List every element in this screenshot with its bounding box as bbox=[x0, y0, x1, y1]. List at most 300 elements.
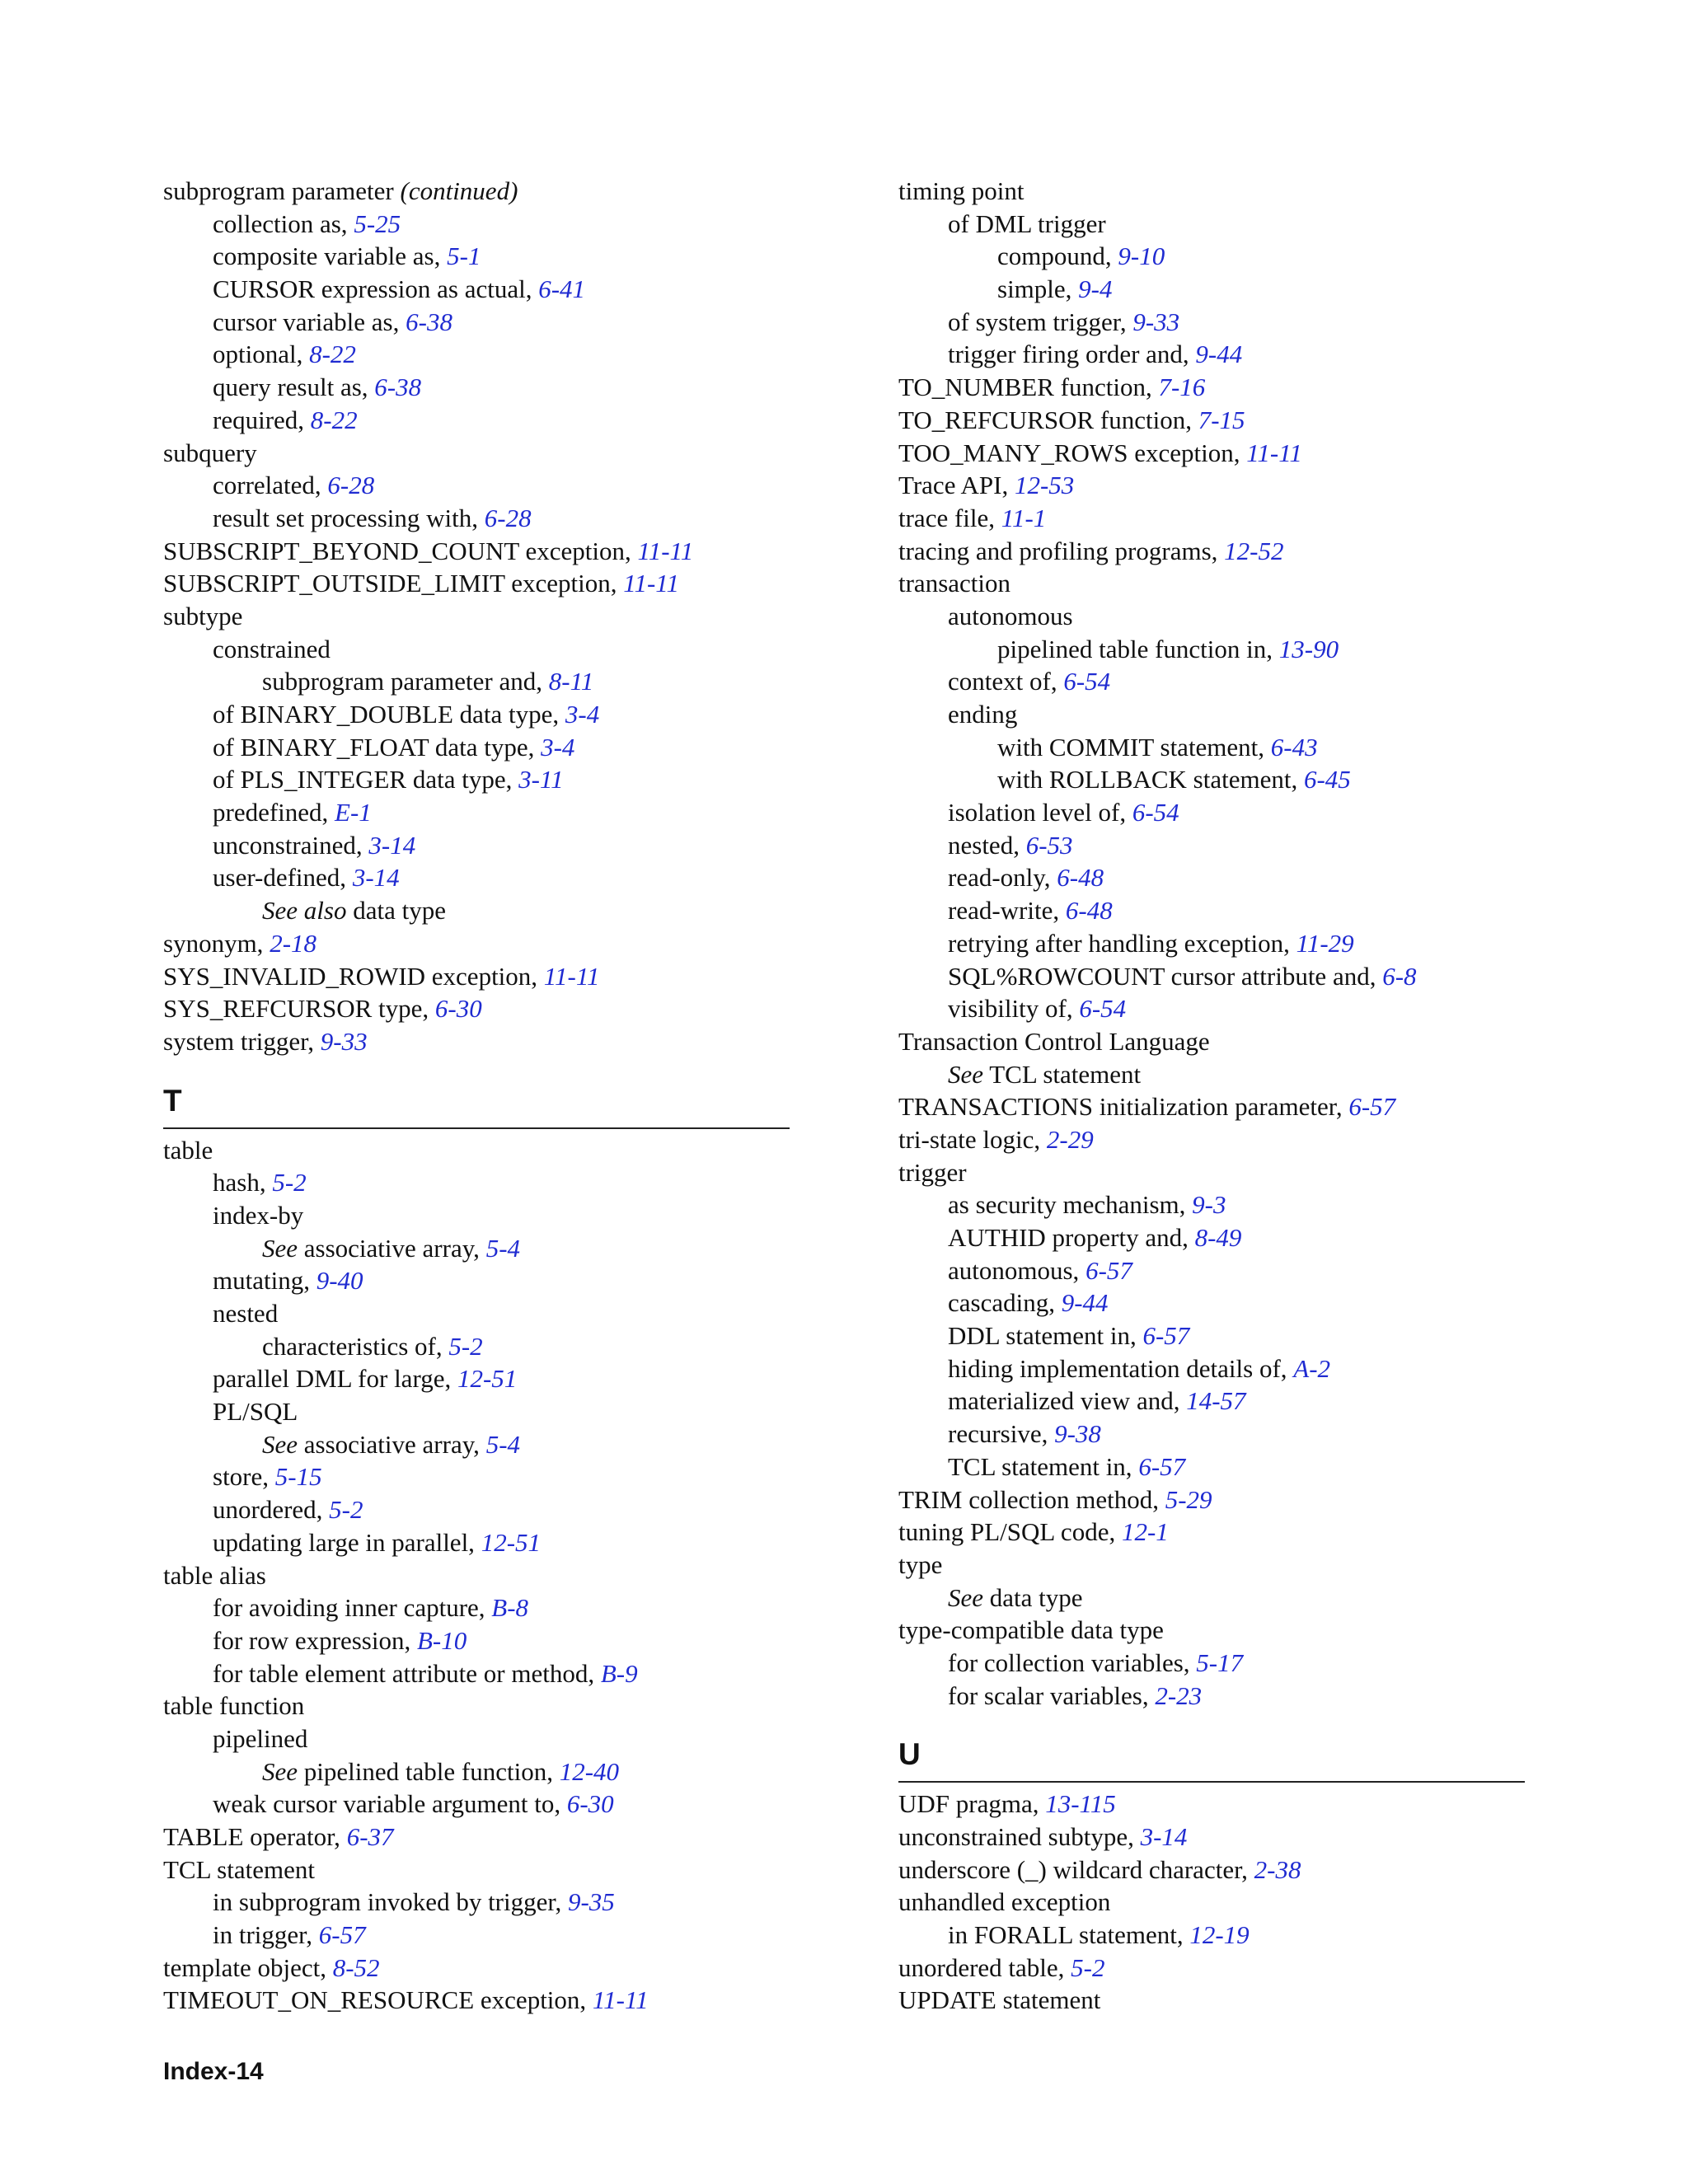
page-reference-link[interactable]: 5-2 bbox=[1071, 1952, 1105, 1982]
index-entry bbox=[163, 1232, 790, 1265]
page-reference-link[interactable]: 6-43 bbox=[1270, 732, 1318, 762]
page-reference-link[interactable]: 12-1 bbox=[1121, 1517, 1169, 1547]
page-reference-link[interactable]: 6-57 bbox=[1348, 1092, 1396, 1122]
index-entry bbox=[163, 600, 790, 633]
index-entry bbox=[163, 633, 790, 666]
index-entry bbox=[163, 1166, 790, 1199]
entry-term: index-by bbox=[213, 1200, 304, 1230]
entry-term: unordered table, bbox=[898, 1952, 1071, 1982]
index-entry bbox=[163, 992, 790, 1025]
page-reference-link[interactable]: 9-44 bbox=[1061, 1288, 1109, 1318]
entry-term: constrained bbox=[213, 634, 331, 663]
entry-term: mutating, bbox=[213, 1266, 316, 1296]
page-reference-link[interactable]: 3-14 bbox=[1140, 1822, 1188, 1851]
page-reference-link[interactable]: 13-90 bbox=[1278, 634, 1339, 663]
page-reference-link[interactable]: 11-29 bbox=[1296, 928, 1354, 958]
entry-term: TCL statement bbox=[163, 1854, 315, 1884]
index-entry bbox=[898, 273, 1525, 306]
page-reference-link[interactable]: 2-38 bbox=[1254, 1854, 1301, 1884]
page-reference-link[interactable]: 6-28 bbox=[327, 471, 375, 500]
entry-term: ending bbox=[948, 700, 1018, 729]
entry-term: pipelined table function in, bbox=[997, 634, 1279, 663]
index-entry bbox=[163, 665, 790, 698]
entry-term: user-defined, bbox=[213, 863, 353, 893]
see-reference-label: See bbox=[262, 1233, 298, 1263]
page-reference-link[interactable]: 8-49 bbox=[1194, 1223, 1242, 1252]
page-reference-link[interactable]: 12-51 bbox=[457, 1364, 518, 1394]
index-entry bbox=[898, 600, 1525, 633]
entry-term: compound, bbox=[997, 241, 1118, 271]
entry-term: DDL statement in, bbox=[948, 1321, 1143, 1351]
entry-term: for scalar variables, bbox=[948, 1680, 1156, 1710]
entry-term: associative array, bbox=[298, 1233, 486, 1263]
index-entry bbox=[163, 927, 790, 960]
index-entry bbox=[163, 1526, 790, 1559]
page-reference-link[interactable]: 6-48 bbox=[1057, 863, 1104, 893]
entry-term: associative array, bbox=[298, 1429, 486, 1459]
index-entry bbox=[898, 992, 1525, 1025]
index-entry bbox=[898, 1451, 1525, 1483]
page-reference-link[interactable]: 6-38 bbox=[374, 373, 422, 402]
index-entry bbox=[163, 535, 790, 568]
entry-term: subprogram parameter bbox=[163, 176, 401, 205]
index-entry bbox=[163, 1854, 790, 1886]
continued-note: (continued) bbox=[400, 176, 518, 205]
index-entry bbox=[898, 1221, 1525, 1254]
index-entry bbox=[163, 240, 790, 273]
see-reference-label: See bbox=[262, 1756, 298, 1786]
entry-term: characteristics of, bbox=[262, 1331, 449, 1361]
page-reference-link[interactable]: 11-11 bbox=[637, 536, 694, 565]
index-entry bbox=[163, 1755, 790, 1788]
entry-term: synonym, bbox=[163, 928, 270, 958]
page-reference-link[interactable]: 12-40 bbox=[559, 1756, 620, 1786]
page-reference-link[interactable]: 6-54 bbox=[1079, 994, 1127, 1024]
entry-term: unconstrained subtype, bbox=[898, 1822, 1141, 1851]
page-reference-link[interactable]: 9-35 bbox=[567, 1887, 615, 1917]
index-entry bbox=[898, 502, 1525, 535]
page-reference-link[interactable]: B-10 bbox=[416, 1625, 467, 1655]
entry-term: parallel DML for large, bbox=[213, 1364, 457, 1394]
entry-term: in trigger, bbox=[213, 1920, 319, 1950]
entry-term: table bbox=[163, 1135, 213, 1165]
index-entry bbox=[163, 1591, 790, 1624]
page-reference-link[interactable]: 5-15 bbox=[274, 1462, 322, 1492]
index-entry bbox=[898, 1483, 1525, 1516]
index-entry bbox=[163, 1264, 790, 1297]
entry-term: for table element attribute or method, bbox=[213, 1658, 601, 1688]
page-reference-link[interactable]: 7-15 bbox=[1198, 405, 1245, 434]
page-reference-link[interactable]: 3-4 bbox=[541, 732, 575, 762]
entry-term: read-only, bbox=[948, 863, 1057, 893]
entry-term: TABLE operator, bbox=[163, 1822, 347, 1851]
entry-term: SYS_INVALID_ROWID exception, bbox=[163, 961, 544, 991]
entry-term: visibility of, bbox=[948, 994, 1080, 1024]
index-entry bbox=[163, 208, 790, 241]
index-entry bbox=[163, 567, 790, 600]
index-entry bbox=[163, 1821, 790, 1854]
page-reference-link[interactable]: 5-2 bbox=[272, 1168, 307, 1197]
entry-term: simple, bbox=[997, 274, 1079, 304]
entry-term: collection as, bbox=[213, 209, 354, 238]
index-entry bbox=[163, 960, 790, 993]
page-reference-link[interactable]: 8-11 bbox=[548, 667, 594, 696]
page-reference-link[interactable]: 6-54 bbox=[1063, 667, 1111, 696]
entry-term: pipelined bbox=[213, 1723, 308, 1753]
entry-term: weak cursor variable argument to, bbox=[213, 1789, 567, 1819]
index-column-left bbox=[163, 175, 790, 2017]
entry-term: data type bbox=[346, 896, 446, 926]
index-entry bbox=[163, 306, 790, 339]
entry-term: table alias bbox=[163, 1560, 266, 1590]
index-entry bbox=[163, 1460, 790, 1493]
index-entry bbox=[163, 731, 790, 764]
index-entry bbox=[163, 273, 790, 306]
index-entry bbox=[898, 1582, 1525, 1615]
index-entry bbox=[163, 829, 790, 862]
index-entry bbox=[163, 894, 790, 927]
entry-term: template object, bbox=[163, 1952, 333, 1982]
index-entry bbox=[898, 894, 1525, 927]
entry-term: context of, bbox=[948, 667, 1064, 696]
index-entry bbox=[898, 1286, 1525, 1319]
index-entry bbox=[898, 371, 1525, 404]
index-entry bbox=[163, 1199, 790, 1232]
entry-term: nested, bbox=[948, 830, 1026, 860]
index-entry bbox=[898, 208, 1525, 241]
index-entry bbox=[898, 1788, 1525, 1821]
page-reference-link[interactable]: 2-23 bbox=[1155, 1680, 1203, 1710]
see-reference-label: See bbox=[948, 1582, 984, 1612]
index-entry bbox=[898, 1680, 1525, 1713]
page-reference-link[interactable]: 11-11 bbox=[1246, 438, 1302, 467]
entry-term: for avoiding inner capture, bbox=[213, 1593, 492, 1623]
page-reference-link[interactable]: 5-17 bbox=[1196, 1647, 1244, 1677]
page-reference-link[interactable]: 9-44 bbox=[1195, 340, 1243, 369]
page-reference-link[interactable]: B-8 bbox=[491, 1593, 529, 1623]
entry-term: hiding implementation details of, bbox=[948, 1353, 1294, 1383]
page-reference-link[interactable]: 6-30 bbox=[566, 1789, 614, 1819]
index-entry bbox=[898, 338, 1525, 371]
page-reference-link[interactable]: 5-4 bbox=[485, 1233, 521, 1263]
index-entry bbox=[898, 731, 1525, 764]
index-entry bbox=[898, 1188, 1525, 1221]
index-entry bbox=[898, 1156, 1525, 1189]
page-reference-link[interactable]: 3-14 bbox=[352, 863, 400, 893]
page-reference-link[interactable]: 12-52 bbox=[1224, 536, 1284, 565]
page-reference-link[interactable]: 6-57 bbox=[1142, 1321, 1190, 1351]
index-entry bbox=[898, 1123, 1525, 1156]
page-reference-link[interactable]: 8-52 bbox=[332, 1952, 380, 1982]
index-entry bbox=[898, 665, 1525, 698]
entry-term: data type bbox=[983, 1582, 1083, 1612]
page-reference-link[interactable]: 5-1 bbox=[447, 241, 481, 271]
page-reference-link[interactable]: 6-57 bbox=[318, 1920, 366, 1950]
page-reference-link[interactable]: 9-4 bbox=[1078, 274, 1113, 304]
index-entry bbox=[898, 1647, 1525, 1680]
page-reference-link[interactable]: 5-29 bbox=[1165, 1484, 1212, 1514]
entry-term: underscore (_) wildcard character, bbox=[898, 1854, 1254, 1884]
entry-term: query result as, bbox=[213, 373, 375, 402]
index-entry bbox=[163, 1025, 790, 1058]
entry-term: materialized view and, bbox=[948, 1386, 1187, 1416]
page-reference-link[interactable]: 6-57 bbox=[1085, 1255, 1132, 1285]
page-reference-link[interactable]: B-9 bbox=[600, 1658, 638, 1688]
entry-term: correlated, bbox=[213, 471, 328, 500]
page-reference-link[interactable]: 13-115 bbox=[1045, 1789, 1116, 1819]
page-reference-link[interactable]: 9-3 bbox=[1192, 1190, 1226, 1220]
page-reference-link[interactable]: 12-51 bbox=[481, 1527, 542, 1557]
index-entry bbox=[163, 1362, 790, 1395]
page-reference-link[interactable]: 3-4 bbox=[565, 700, 600, 729]
index-entry bbox=[898, 960, 1525, 993]
index-entry bbox=[163, 1624, 790, 1657]
index-entry bbox=[898, 1886, 1525, 1919]
page-reference-link[interactable]: 6-45 bbox=[1303, 765, 1351, 794]
index-entry bbox=[163, 1428, 790, 1461]
see-reference-label: See bbox=[262, 1429, 298, 1459]
entry-term: AUTHID property and, bbox=[948, 1223, 1195, 1252]
index-entry bbox=[163, 469, 790, 502]
entry-term: tuning PL/SQL code, bbox=[898, 1517, 1122, 1547]
page-reference-link[interactable]: 5-2 bbox=[329, 1495, 363, 1525]
page-label: Index-14 bbox=[163, 2058, 264, 2085]
entry-term: tri-state logic, bbox=[898, 1124, 1047, 1154]
entry-term: TOO_MANY_ROWS exception, bbox=[898, 438, 1247, 467]
page-reference-link[interactable]: 7-16 bbox=[1158, 373, 1206, 402]
index-entry bbox=[898, 1984, 1525, 2017]
index-entry bbox=[898, 1614, 1525, 1647]
entry-term: in subprogram invoked by trigger, bbox=[213, 1887, 568, 1917]
page-reference-link[interactable]: 3-14 bbox=[368, 830, 416, 860]
entry-term: predefined, bbox=[213, 798, 335, 827]
index-entry bbox=[898, 829, 1525, 862]
index-entry bbox=[163, 1690, 790, 1722]
entry-term: cursor variable as, bbox=[213, 307, 406, 336]
entry-term: SUBSCRIPT_OUTSIDE_LIMIT exception, bbox=[163, 569, 624, 598]
entry-term: retrying after handling exception, bbox=[948, 928, 1296, 958]
entry-term: TIMEOUT_ON_RESOURCE exception, bbox=[163, 1985, 593, 2015]
page-reference-link[interactable]: 6-28 bbox=[484, 503, 532, 532]
page-reference-link[interactable]: 6-38 bbox=[406, 307, 452, 336]
page-reference-link[interactable]: 11-1 bbox=[1001, 503, 1047, 532]
section-heading-u: U bbox=[898, 1736, 1525, 1783]
index-entry bbox=[163, 1330, 790, 1363]
page-reference-link[interactable]: 5-4 bbox=[485, 1429, 521, 1459]
page-reference-link[interactable]: 8-22 bbox=[309, 340, 356, 369]
index-entry bbox=[898, 927, 1525, 960]
entry-term: unhandled exception bbox=[898, 1887, 1111, 1917]
index-entry bbox=[898, 1352, 1525, 1385]
index-entry bbox=[898, 175, 1525, 208]
page-reference-link[interactable]: 5-25 bbox=[354, 209, 401, 238]
entry-term: tracing and profiling programs, bbox=[898, 536, 1225, 565]
page-reference-link[interactable]: 5-2 bbox=[448, 1331, 483, 1361]
index-entry bbox=[898, 567, 1525, 600]
entry-term: autonomous bbox=[948, 601, 1073, 630]
entry-term: of system trigger, bbox=[948, 307, 1133, 336]
index-entry bbox=[898, 437, 1525, 470]
page-reference-link[interactable]: 6-53 bbox=[1025, 830, 1073, 860]
entry-term: unconstrained, bbox=[213, 830, 369, 860]
page-reference-link[interactable]: 11-11 bbox=[543, 961, 600, 991]
entry-term: composite variable as, bbox=[213, 241, 448, 271]
index-entry bbox=[898, 698, 1525, 731]
index-entry bbox=[163, 371, 790, 404]
index-entry bbox=[898, 469, 1525, 502]
entry-term: as security mechanism, bbox=[948, 1190, 1193, 1220]
entry-term: TCL statement bbox=[983, 1059, 1142, 1089]
entry-term: trigger bbox=[898, 1157, 967, 1187]
entry-term: SYS_REFCURSOR type, bbox=[163, 994, 435, 1024]
page-reference-link[interactable]: 11-11 bbox=[592, 1985, 649, 2015]
index-entry bbox=[898, 1319, 1525, 1352]
index-entry bbox=[163, 1788, 790, 1821]
index-entry bbox=[898, 404, 1525, 437]
index-entry bbox=[163, 763, 790, 796]
page-reference-link[interactable]: 6-30 bbox=[434, 994, 482, 1024]
entry-term: UPDATE statement bbox=[898, 1985, 1101, 2015]
page-reference-link[interactable]: 9-33 bbox=[320, 1026, 368, 1056]
entry-term: timing point bbox=[898, 176, 1025, 205]
index-entry bbox=[898, 1919, 1525, 1952]
index-entry bbox=[163, 338, 790, 371]
page-reference-link[interactable]: A-2 bbox=[1293, 1353, 1331, 1383]
page-reference-link[interactable]: 6-41 bbox=[538, 274, 586, 304]
entry-term: with ROLLBACK statement, bbox=[997, 765, 1304, 794]
page-reference-link[interactable]: 12-19 bbox=[1189, 1920, 1250, 1950]
index-entry bbox=[898, 633, 1525, 666]
page-reference-link[interactable]: 9-10 bbox=[1118, 241, 1165, 271]
entry-term: transaction bbox=[898, 569, 1011, 598]
page-reference-link[interactable]: 6-8 bbox=[1382, 961, 1417, 991]
index-entry bbox=[163, 698, 790, 731]
index-entry bbox=[163, 1722, 790, 1755]
index-entry bbox=[898, 1254, 1525, 1287]
page-reference-link[interactable]: 14-57 bbox=[1186, 1386, 1246, 1416]
entry-term: subprogram parameter and, bbox=[262, 667, 549, 696]
index-entry bbox=[163, 1886, 790, 1919]
page-reference-link[interactable]: 12-53 bbox=[1014, 471, 1075, 500]
page-reference-link[interactable]: 9-40 bbox=[316, 1266, 363, 1296]
section-heading-t: T bbox=[163, 1083, 790, 1129]
entry-term: read-write, bbox=[948, 896, 1066, 926]
index-entry bbox=[898, 535, 1525, 568]
entry-term: autonomous, bbox=[948, 1255, 1086, 1285]
page-reference-link[interactable]: 3-11 bbox=[518, 765, 564, 794]
index-entry bbox=[898, 1025, 1525, 1058]
see-reference-label: See bbox=[948, 1059, 984, 1089]
index-entry bbox=[898, 240, 1525, 273]
index-entry bbox=[898, 1854, 1525, 1886]
entry-term: UDF pragma, bbox=[898, 1789, 1046, 1819]
entry-term: nested bbox=[213, 1299, 279, 1328]
index-entry bbox=[163, 1297, 790, 1330]
entry-term: PL/SQL bbox=[213, 1397, 298, 1427]
entry-term: for collection variables, bbox=[948, 1647, 1197, 1677]
index-entry bbox=[898, 796, 1525, 829]
index-entry bbox=[163, 437, 790, 470]
entry-term: table function bbox=[163, 1691, 305, 1721]
index-entry bbox=[163, 502, 790, 535]
page-reference-link[interactable]: 11-11 bbox=[623, 569, 680, 598]
index-entry bbox=[163, 861, 790, 894]
page-reference-link[interactable]: 6-54 bbox=[1132, 798, 1179, 827]
index-entry bbox=[898, 861, 1525, 894]
index-entry bbox=[163, 1134, 790, 1167]
entry-term: isolation level of, bbox=[948, 798, 1132, 827]
page-reference-link[interactable]: 2-18 bbox=[270, 928, 317, 958]
index-entry bbox=[898, 1952, 1525, 1985]
entry-term: of BINARY_DOUBLE data type, bbox=[213, 700, 565, 729]
page-reference-link[interactable]: 9-33 bbox=[1132, 307, 1180, 336]
entry-term: required, bbox=[213, 405, 311, 434]
entry-term: of PLS_INTEGER data type, bbox=[213, 765, 519, 794]
index-entry bbox=[898, 1821, 1525, 1854]
entry-term: TCL statement in, bbox=[948, 1451, 1139, 1481]
entry-term: updating large in parallel, bbox=[213, 1527, 481, 1557]
entry-term: cascading, bbox=[948, 1288, 1062, 1318]
index-entry bbox=[898, 1549, 1525, 1582]
page-reference-link[interactable]: 6-48 bbox=[1065, 896, 1113, 926]
entry-term: CURSOR expression as actual, bbox=[213, 274, 539, 304]
index-entry bbox=[163, 1493, 790, 1526]
index-entry bbox=[163, 1657, 790, 1690]
entry-term: of DML trigger bbox=[948, 209, 1106, 238]
index-entry bbox=[163, 1919, 790, 1952]
entry-term: trigger firing order and, bbox=[948, 340, 1196, 369]
entry-term: pipelined table function, bbox=[298, 1756, 560, 1786]
index-column-right bbox=[898, 175, 1525, 2017]
entry-term: SQL%ROWCOUNT cursor attribute and, bbox=[948, 961, 1383, 991]
entry-term: type-compatible data type bbox=[898, 1615, 1164, 1645]
entry-term: SUBSCRIPT_BEYOND_COUNT exception, bbox=[163, 536, 638, 565]
index-entry bbox=[163, 1984, 790, 2017]
entry-term: TRANSACTIONS initialization parameter, bbox=[898, 1092, 1349, 1122]
entry-term: subtype bbox=[163, 601, 243, 630]
entry-term: store, bbox=[213, 1462, 275, 1492]
entry-term: optional, bbox=[213, 340, 310, 369]
page-reference-link[interactable]: 9-38 bbox=[1054, 1419, 1101, 1449]
see-reference-label: See also bbox=[262, 896, 347, 926]
index-entry bbox=[163, 796, 790, 829]
entry-term: trace file, bbox=[898, 503, 1001, 532]
page-reference-link[interactable]: 6-37 bbox=[346, 1822, 394, 1851]
page-reference-link[interactable]: E-1 bbox=[335, 798, 372, 827]
page-reference-link[interactable]: 8-22 bbox=[310, 405, 358, 434]
entry-term: of BINARY_FLOAT data type, bbox=[213, 732, 542, 762]
index-entry bbox=[163, 1395, 790, 1428]
index-entry bbox=[898, 1090, 1525, 1123]
entry-term: TO_REFCURSOR function, bbox=[898, 405, 1198, 434]
entry-term: subquery bbox=[163, 438, 257, 467]
page-reference-link[interactable]: 2-29 bbox=[1046, 1124, 1094, 1154]
entry-term: TO_NUMBER function, bbox=[898, 373, 1159, 402]
index-entry bbox=[163, 175, 790, 208]
index-entry bbox=[898, 1418, 1525, 1451]
entry-term: with COMMIT statement, bbox=[997, 732, 1271, 762]
entry-term: recursive, bbox=[948, 1419, 1055, 1449]
entry-term: Transaction Control Language bbox=[898, 1026, 1210, 1056]
page-reference-link[interactable]: 6-57 bbox=[1138, 1451, 1186, 1481]
entry-term: unordered, bbox=[213, 1495, 330, 1525]
index-entry bbox=[163, 404, 790, 437]
index-entry bbox=[898, 763, 1525, 796]
index-entry bbox=[898, 1385, 1525, 1418]
index-entry bbox=[898, 1516, 1525, 1549]
index-entry bbox=[898, 306, 1525, 339]
entry-term: Trace API, bbox=[898, 471, 1015, 500]
